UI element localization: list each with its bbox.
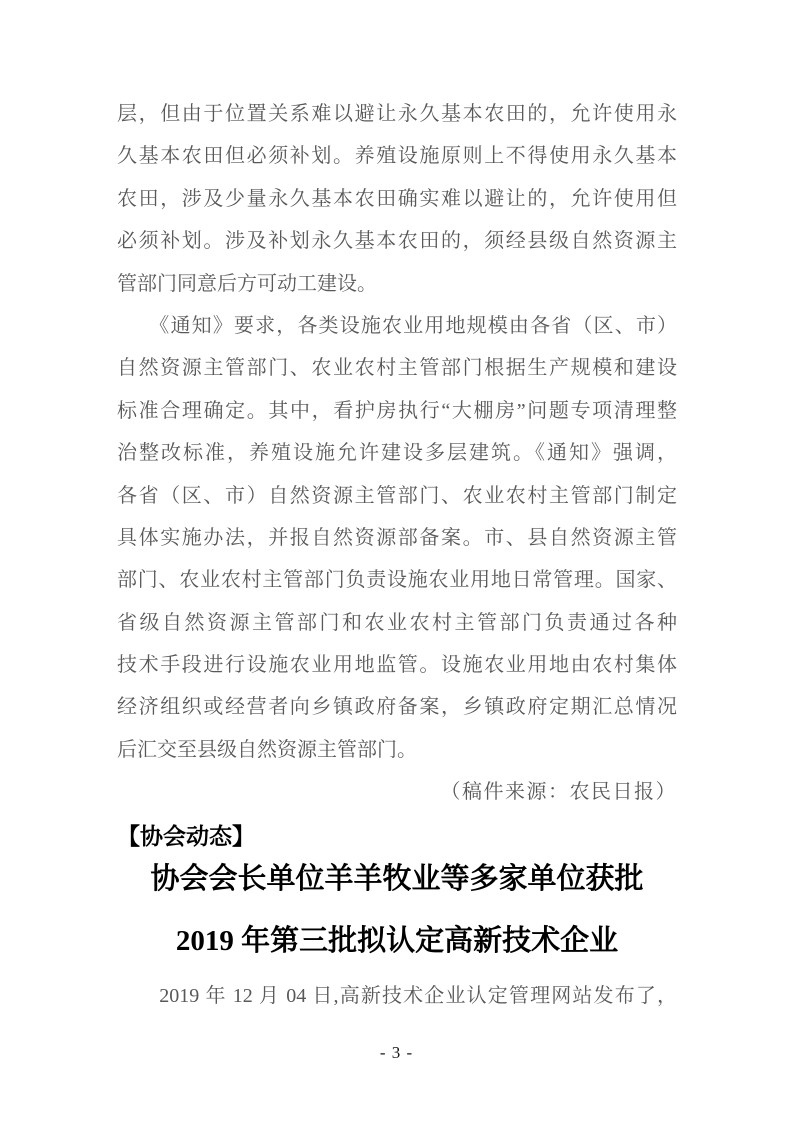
text-line: 标准合理确定。其中，看护房执行“大棚房”问题专项清理整 <box>117 399 677 422</box>
page-number: - 3 - <box>379 1043 414 1062</box>
text-line: 经济组织或经营者向乡镇政府备案，乡镇政府定期汇总情况 <box>117 696 677 719</box>
paragraph <box>117 93 677 305</box>
regulation-article-body <box>117 93 677 771</box>
text-line: 部门、农业农村主管部门负责设施农业用地日常管理。国家、 <box>117 569 677 592</box>
text-line: 技术手段进行设施农业用地监管。设施农业用地由农村集体 <box>117 654 677 677</box>
text-line: 久基本农田但必须补划。养殖设施原则上不得使用永久基本 <box>117 145 677 168</box>
text-line: 自然资源主管部门、农业农村主管部门根据生产规模和建设 <box>117 357 677 380</box>
text-line: 各省（区、市）自然资源主管部门、农业农村主管部门制定 <box>117 484 677 507</box>
text-line: 必须补划。涉及补划永久基本农田的，须经县级自然资源主 <box>117 230 677 253</box>
text-line: 《通知》要求，各类设施农业用地规模由各省（区、市） <box>117 314 677 337</box>
text-line: 后汇交至县级自然资源主管部门。 <box>117 738 417 761</box>
news-title-line1: 协会会长单位羊羊牧业等多家单位获批 <box>150 862 644 895</box>
text-line: 具体实施办法，并报自然资源部备案。市、县自然资源主管 <box>117 526 677 549</box>
text-line: 治整改标准，养殖设施允许建设多层建筑。《通知》强调， <box>117 442 677 465</box>
page-content <box>117 93 677 1017</box>
text-line: 2019 年 12 月 04 日,高新技术企业认定管理网站发布了， <box>117 984 677 1007</box>
paragraph <box>117 305 677 771</box>
news-title-line2: 2019 年第三批拟认定高新技术企业 <box>175 924 619 957</box>
source-attribution: （稿件来源：农民日报） <box>440 781 677 804</box>
paragraph <box>117 975 677 1017</box>
text-line: 农田，涉及少量永久基本农田确实难以避让的，允许使用但 <box>117 187 677 210</box>
section-header-association-news: 【协会动态】 <box>117 822 255 849</box>
text-line: 管部门同意后方可动工建设。 <box>117 272 377 295</box>
news-article-body <box>117 975 677 1017</box>
text-line: 层，但由于位置关系难以避让永久基本农田的，允许使用永 <box>117 103 677 125</box>
text-line: 省级自然资源主管部门和农业农村主管部门负责通过各种 <box>117 611 677 634</box>
